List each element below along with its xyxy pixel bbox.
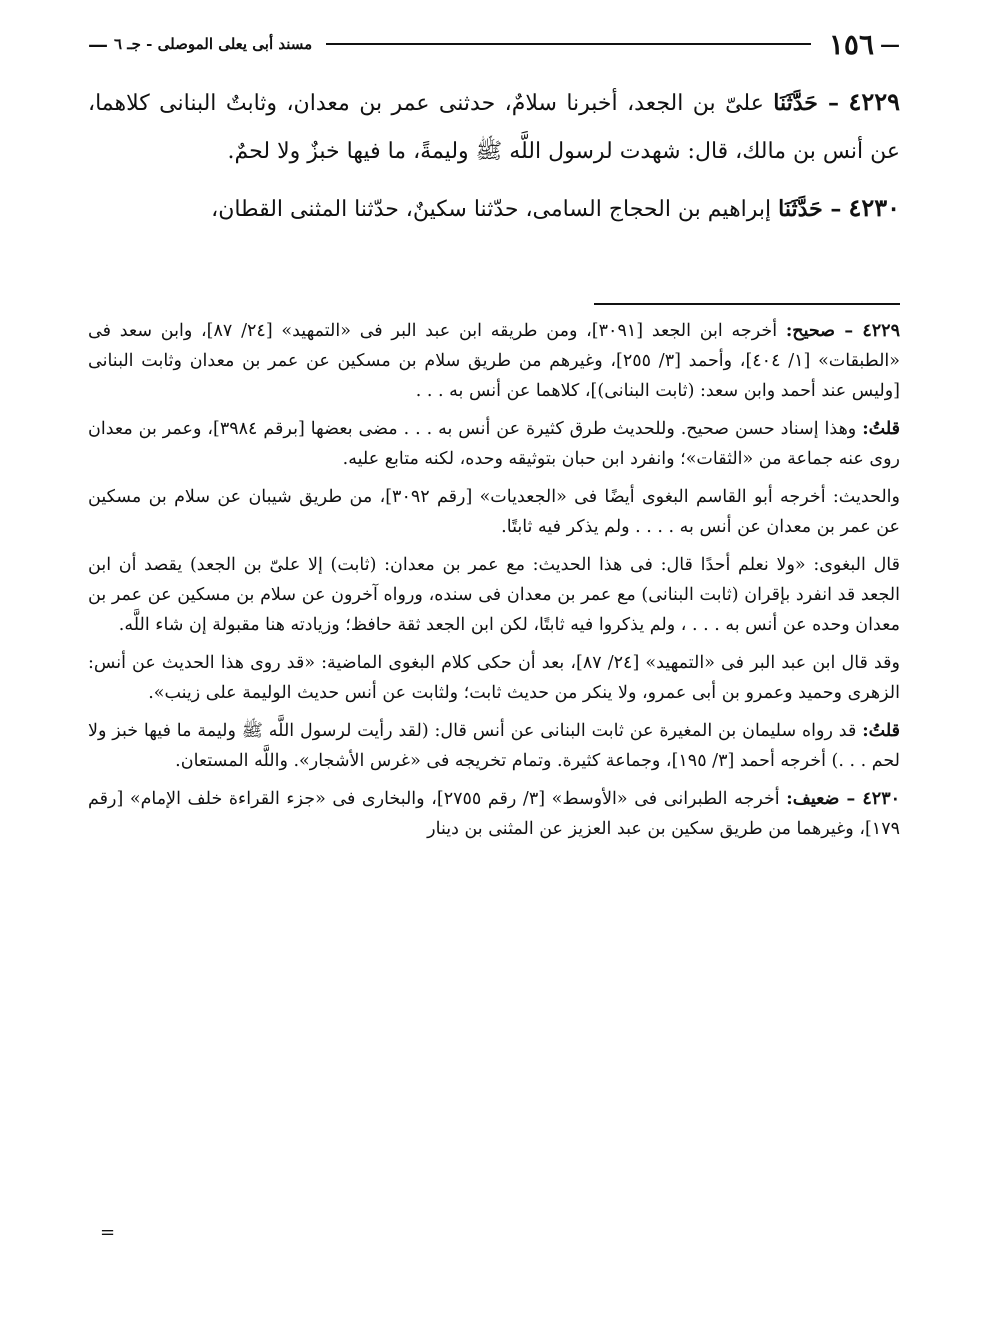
hadith-number: ٤٢٣٠ <box>848 193 900 222</box>
footnote-text: قد رواه سليمان بن المغيرة عن ثابت البنانى عن أنس قال: (لقد رأيت لرسول اللَّه ﷺ وليمة ما فيها خبز ولا لحم . . .) أخرجه أحمد [٣/ ١٩٥]، وجماعة كثيرة. وتمام تخريجه فى «غرس الأشجار». واللَّه المستعان. <box>88 721 900 771</box>
footnote-label: قلتُ: <box>862 721 900 741</box>
page-number: ١٥٦ <box>828 27 874 61</box>
haddathana-label: – حَدَّثَنَا <box>778 196 842 222</box>
hadith-4230 <box>88 184 900 234</box>
footnote-label: ٤٢٢٩ – صحيح: <box>785 321 900 341</box>
hadith-text: علىّ بن الجعد، أخبرنا سلامٌ، حدثنى عمر بن معدان، وثابتٌ البنانى كلاهما، عن أنس بن مالك، قال: شهدت لرسول اللَّه ﷺ وليمةً، ما فيها خبزٌ ولا لحمٌ. <box>88 91 900 164</box>
hadith-text: إبراهيم بن الحجاج السامى، حدّثنا سكينٌ، حدّثنا المثنى القطان، <box>211 197 779 222</box>
header-dash-left: — <box>88 32 108 56</box>
haddathana-label: – حَدَّثَنَا <box>773 90 839 116</box>
footnote-text: وقد قال ابن عبد البر فى «التمهيد» [٢٤/ ٨٧]، بعد أن حكى كلام البغوى الماضية: «قد روى هذا الحديث عن أنس: الزهرى وحميد وعمرو بن أبى عمرو، ولا ينكر من حديث ثابت؛ ولثابت عن أنس حديث الوليمة على زينب». <box>88 653 900 703</box>
footnote-text: والحديث: أخرجه أبو القاسم البغوى أيضًا فى «الجعديات» [رقم ٣٠٩٢]، من طريق شيبان عن سلام بن مسكين عن عمر بن معدان عن أنس به . . . . ولم يذكر فيه ثابتًا. <box>88 487 900 537</box>
footnote-hadith-baghawi <box>88 482 900 542</box>
footnote-qultu-2 <box>88 716 900 776</box>
page-header <box>88 24 900 64</box>
book-title: مسند أبى يعلى الموصلى - جـ ٦ <box>114 35 313 53</box>
footnote-qultu-1 <box>88 414 900 474</box>
footnote-text: وهذا إسناد حسن صحيح. وللحديث طرق كثيرة عن أنس به . . . مضى بعضها [برقم ٣٩٨٤]، وعمر بن معدان روى عنه جماعة من «الثقات»؛ وانفرد ابن حبان بتوثيقه وحده، لكنه متابع عليه. <box>88 419 900 469</box>
header-dash-right: — <box>880 32 900 56</box>
footnote-label: ٤٢٣٠ – ضعيف: <box>786 789 900 809</box>
hadith-4229 <box>88 78 900 176</box>
footnote-label: قلتُ: <box>862 419 900 439</box>
footnote-baghawi-quote <box>88 550 900 640</box>
footnote-separator <box>594 303 900 305</box>
footnote-text: أخرجه ابن الجعد [٣٠٩١]، ومن طريقه ابن عبد البر فى «التمهيد» [٢٤/ ٨٧]، وابن سعد فى «الطبقات» [١/ ٤٠٤]، وأحمد [٣/ ٢٥٥]، وغيرهم من طريق سلام بن مسكين عن عمر بن معدان وثابت البنانى [وليس عند أحمد وابن سعد: (ثابت البنانى)]، كلاهما عن أنس به . . . <box>88 321 900 401</box>
main-text <box>88 78 900 242</box>
footnotes <box>88 316 900 852</box>
footnote-ibn-abdulbarr <box>88 648 900 708</box>
footnote-text: قال البغوى: «ولا نعلم أحدًا قال: فى هذا الحديث: مع عمر بن معدان: (ثابت) إلا علىّ بن الجعد) يقصد أن ابن الجعد قد انفرد بإقران (ثابت البنانى) مع عمر بن معدان فى سنده، ورواه آخرون عن سلام بن مسكين عن عمر بن معدان وحده عن أنس به . . . ، ولم يذكروا فيه ثابتًا، لكن ابن الجعد ثقة حافظ؛ وزيادته هنا مقبولة إن شاء اللَّه. <box>88 555 900 635</box>
header-rule <box>326 43 811 45</box>
continuation-mark: = <box>100 1222 116 1243</box>
hadith-number: ٤٢٢٩ <box>848 87 900 116</box>
footnote-4230 <box>88 784 900 844</box>
footnote-text: أخرجه الطبرانى فى «الأوسط» [٣/ رقم ٢٧٥٥]، والبخارى فى «جزء القراءة خلف الإمام» [رقم ١٧٩]، وغيرهما من طريق سكين بن عبد العزيز عن المثنى بن دينار <box>88 789 900 839</box>
footnote-4229 <box>88 316 900 406</box>
